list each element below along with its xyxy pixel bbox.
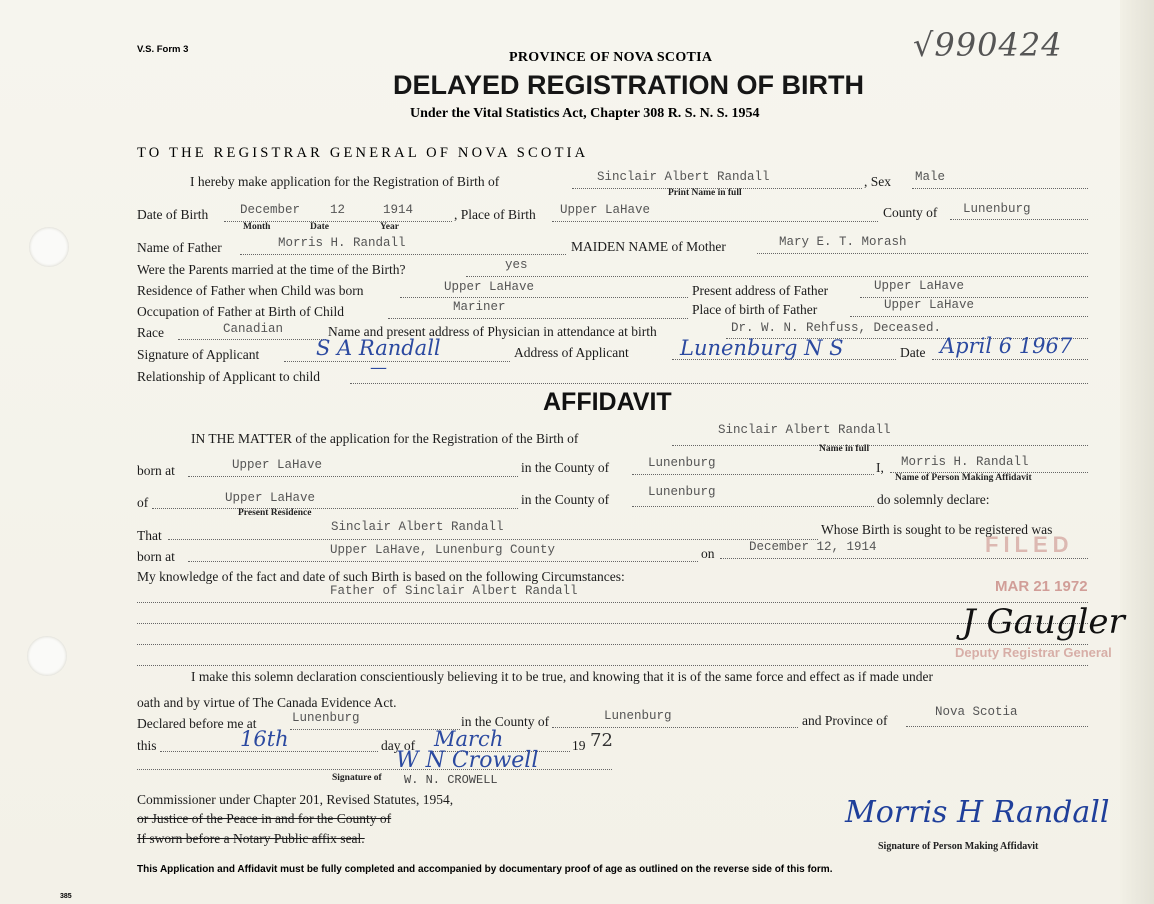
mother-value: Mary E. T. Morash [779, 235, 907, 249]
born-at2-label: born at [137, 549, 175, 564]
sex-line [912, 188, 1088, 189]
solemn-line-1: I make this solemn declaration conscientiously believing it to be true, and knowing that it is of the same force and effect as if made under [191, 669, 934, 684]
registrar-signature: J Gaugler [962, 602, 1125, 642]
form-title: DELAYED REGISTRATION OF BIRTH [393, 70, 865, 100]
addressee: TO THE REGISTRAR GENERAL OF NOVA SCOTIA [137, 145, 589, 161]
applicant-address: Lunenburg N S [680, 336, 844, 360]
race-label: Race [137, 325, 164, 340]
that-line [168, 539, 818, 540]
affidavit-heading: AFFIDAVIT [543, 388, 672, 416]
filed-date-stamp: MAR 21 1972 [995, 578, 1088, 595]
occupation-label: Occupation of Father at Birth of Child [137, 304, 344, 319]
deponent-value: Morris H. Randall [901, 455, 1029, 469]
day-value: 16th [240, 727, 289, 751]
footer-note: This Application and Affidavit must be fully completed and accompanied by documentary proof of age as outlined on the reverse side of this form. [137, 864, 833, 875]
born-at-line [188, 476, 518, 477]
mother-line [757, 253, 1088, 254]
present-father-label: Present address of Father [692, 283, 829, 298]
footer-code: 385 [60, 893, 72, 900]
on-label: on [701, 546, 715, 561]
father-label: Name of Father [137, 240, 222, 255]
of-line [152, 508, 518, 509]
father-line [240, 254, 566, 255]
of-value: Upper LaHave [225, 491, 316, 505]
married-label: Were the Parents married at the time of the Birth? [137, 262, 406, 277]
county-line-a [632, 474, 874, 475]
county-label: County of [883, 205, 938, 220]
form-subtitle: Under the Vital Statistics Act, Chapter 308 R. S. N. S. 1954 [410, 106, 760, 121]
knowledge-label: My knowledge of the fact and date of such Birth is based on the following Circumstances: [137, 569, 625, 584]
signature-label: Signature of Applicant [137, 347, 260, 362]
year-value: 72 [590, 730, 613, 751]
commissioner-signature: W N Crowell [396, 748, 539, 773]
county3-label: in the County of [461, 714, 550, 729]
this-label: this [137, 738, 157, 753]
res-father-value: Upper LaHave [444, 280, 535, 294]
affidavit-child-name: Sinclair Albert Randall [718, 423, 891, 437]
pob-label: , Place of Birth [454, 207, 536, 222]
father-pob-line [850, 316, 1088, 317]
commissioner-line [137, 769, 612, 770]
dob-month: December [240, 203, 301, 217]
matter-label: IN THE MATTER of the application for the Registration of the Birth of [191, 431, 579, 446]
race-line [178, 339, 326, 340]
registrar-title-stamp: Deputy Registrar General [955, 645, 1112, 660]
of-label: of [137, 495, 149, 510]
matter-line [672, 445, 1088, 446]
declared-value: Lunenburg [292, 711, 360, 725]
application-date: April 6 1967 [940, 334, 1073, 358]
signature-line [284, 361, 510, 362]
sex-value: Male [915, 170, 946, 184]
born-at2-line [188, 561, 698, 562]
relationship-value: — [370, 358, 387, 378]
physician-value: Dr. W. N. Rehfuss, Deceased. [731, 321, 942, 335]
county-line [950, 219, 1088, 220]
county-value-a: Lunenburg [648, 456, 716, 470]
signature-of-note: Signature of [332, 773, 382, 783]
deponent-signature-label: Signature of Person Making Affidavit [878, 841, 1039, 852]
commissioner-text-3: If sworn before a Notary Public affix seal. [137, 831, 365, 846]
physician-label: Name and present address of Physician in attendance at birth [328, 324, 657, 339]
solemn-line-2: oath and by virtue of The Canada Evidence Act. [137, 695, 397, 710]
born-at-label: born at [137, 463, 175, 478]
pob-line [552, 221, 878, 222]
whose-label: Whose Birth is sought to be registered was [821, 522, 1053, 537]
born-at-value: Upper LaHave [232, 458, 323, 472]
day-of-label: day of [381, 738, 416, 753]
race-value: Canadian [223, 322, 284, 336]
res-father-line [400, 297, 688, 298]
circumstance-line-4 [137, 665, 1088, 666]
commissioner-text-2: or Justice of the Peace in and for the County of [137, 811, 392, 826]
sex-label: , Sex [864, 174, 891, 189]
deponent-signature: Morris H Randall [845, 795, 1110, 830]
name-in-full-note: Name in full [819, 444, 870, 454]
dob-year: 1914 [383, 203, 414, 217]
married-line [466, 276, 1088, 277]
date-label: Date [900, 345, 926, 360]
paper-edge [1120, 0, 1154, 904]
form-number: V.S. Form 3 [137, 44, 189, 55]
that-value: Sinclair Albert Randall [331, 520, 504, 534]
declared-label: Declared before me at [137, 716, 257, 731]
present-residence-note: Present Residence [238, 508, 312, 518]
county-value-b: Lunenburg [648, 485, 716, 499]
dob-label: Date of Birth [137, 207, 209, 222]
father-pob-value: Upper LaHave [884, 298, 975, 312]
child-name-value: Sinclair Albert Randall [597, 170, 770, 184]
on-line [720, 558, 1088, 559]
punch-hole-bottom [27, 636, 67, 676]
date-line [932, 359, 1088, 360]
county-label-a: in the County of [521, 460, 610, 475]
on-value: December 12, 1914 [749, 540, 877, 554]
that-label: That [137, 528, 162, 543]
year-note: Year [380, 222, 399, 232]
res-father-label: Residence of Father when Child was born [137, 283, 364, 298]
punch-hole-top [29, 227, 69, 267]
province-heading: PROVINCE OF NOVA SCOTIA [509, 50, 713, 65]
registration-number: √990424 [913, 26, 1063, 64]
county3-line [552, 727, 798, 728]
province-value: Nova Scotia [935, 705, 1018, 719]
circumstance-line-1 [137, 602, 1088, 603]
born-at2-value: Upper LaHave, Lunenburg County [330, 543, 556, 557]
intro-label: I hereby make application for the Registration of Birth of [190, 174, 500, 189]
circumstance-value: Father of Sinclair Albert Randall [330, 584, 578, 598]
relationship-label: Relationship of Applicant to child [137, 369, 320, 384]
applicant-signature: S A Randall [316, 336, 441, 360]
province-label: and Province of [802, 713, 888, 728]
declare-label: do solemnly declare: [877, 492, 990, 507]
occupation-line [388, 318, 688, 319]
father-value: Morris H. Randall [278, 236, 406, 250]
filed-stamp: FILED [985, 532, 1074, 557]
county3-value: Lunenburg [604, 709, 672, 723]
married-value: yes [505, 258, 528, 272]
month-note: Month [243, 222, 271, 232]
occupation-value: Mariner [453, 300, 506, 314]
address-label: Address of Applicant [514, 345, 629, 360]
commissioner-typed: W. N. CROWELL [404, 773, 498, 787]
county-line-b [632, 506, 874, 507]
relationship-line [350, 383, 1088, 384]
father-pob-label: Place of birth of Father [692, 302, 818, 317]
deponent-note: Name of Person Making Affidavit [895, 473, 1032, 483]
month-value: March [434, 727, 504, 751]
commissioner-text-1: Commissioner under Chapter 201, Revised Statutes, 1954, [137, 792, 454, 807]
county-label-b: in the County of [521, 492, 610, 507]
date-note: Date [310, 222, 329, 232]
circumstance-line-2 [137, 623, 1088, 624]
present-father-value: Upper LaHave [874, 279, 965, 293]
i-label: I, [876, 460, 884, 475]
county-value: Lunenburg [963, 202, 1031, 216]
print-name-note: Print Name in full [668, 188, 742, 198]
mother-label: MAIDEN NAME of Mother [571, 239, 726, 254]
pob-value: Upper LaHave [560, 203, 651, 217]
province-line [906, 726, 1088, 727]
year-prefix: 19 [572, 738, 586, 753]
circumstance-line-3 [137, 644, 1088, 645]
day-line [160, 751, 378, 752]
dob-day: 12 [330, 203, 346, 217]
